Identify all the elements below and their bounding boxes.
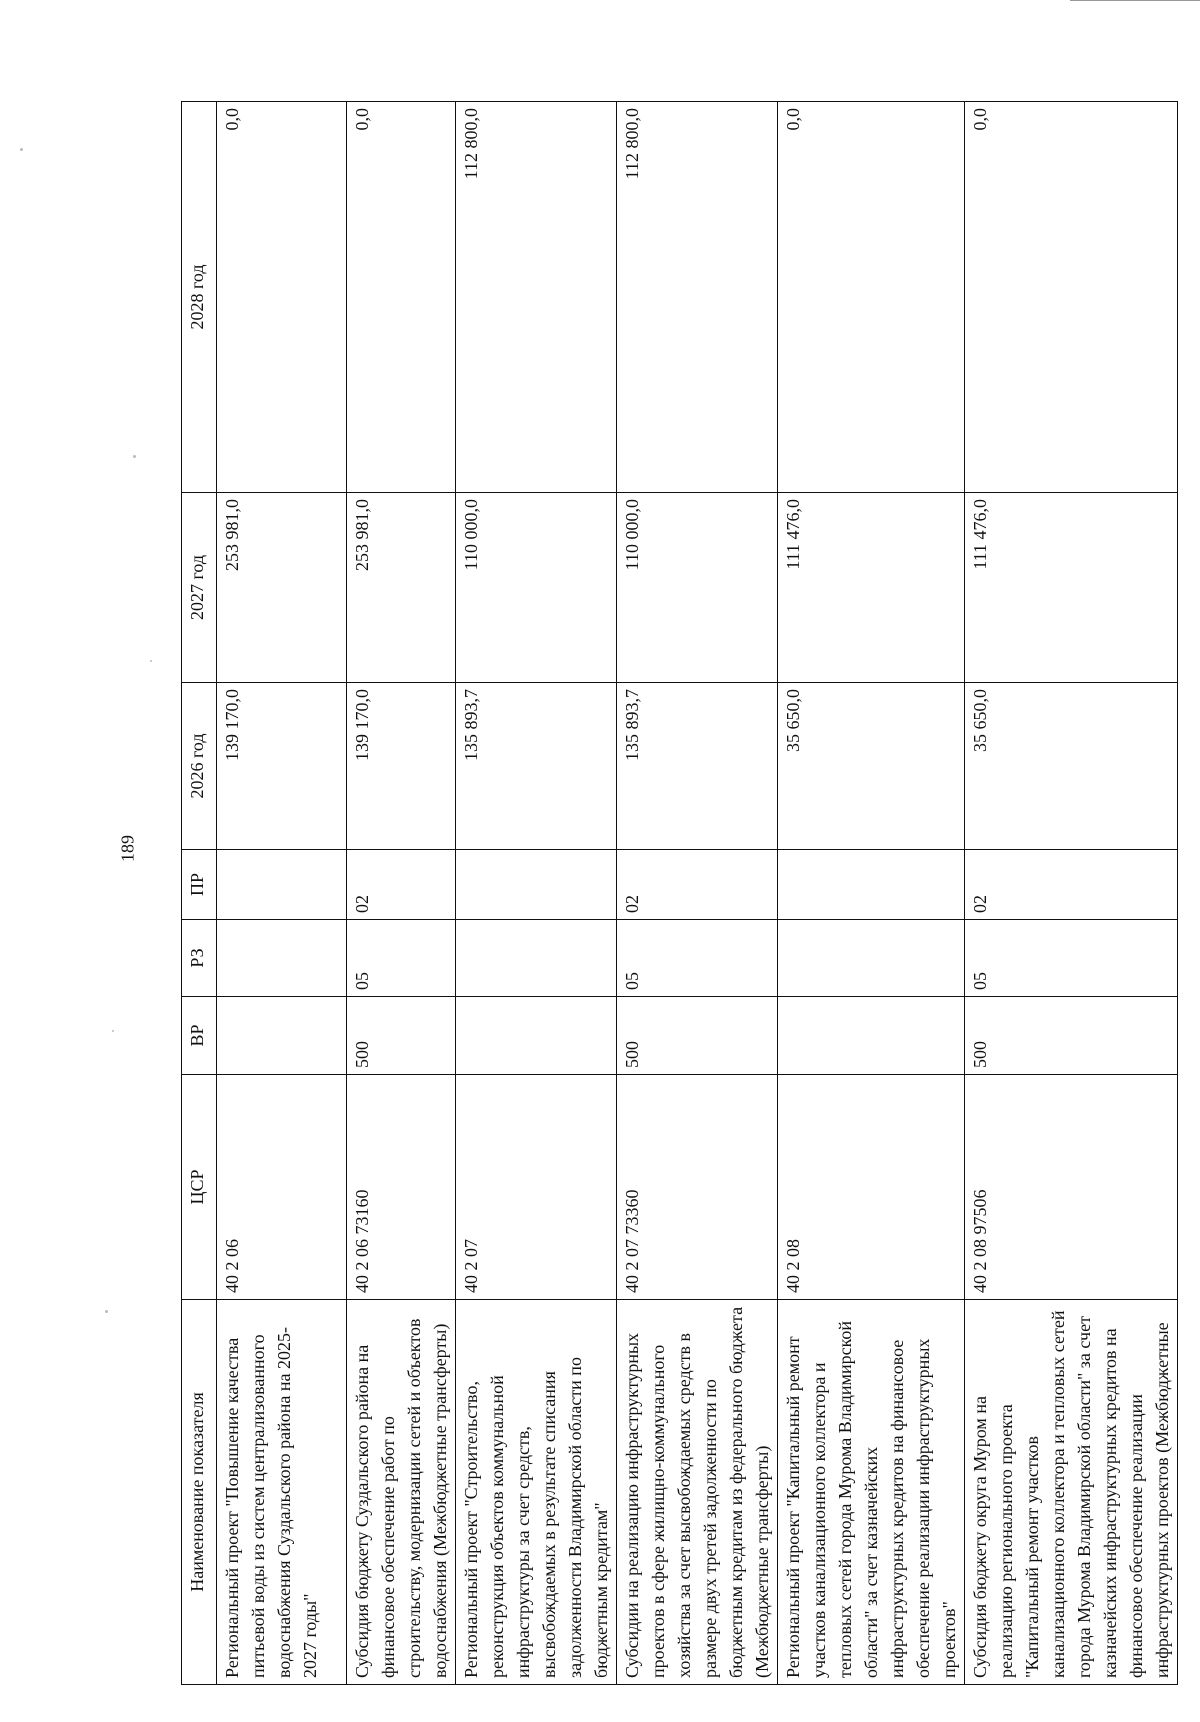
header-pr: ПР xyxy=(182,850,217,920)
cell-pr xyxy=(778,850,965,920)
cell-rz xyxy=(778,920,965,997)
cell-name: Субсидия бюджету округа Муром на реализацию регионального проекта "Капитальный ремонт участков канализационного коллектора и тепловых сетей города Мурома Владимирской области" за счет казначейских инфраструктурных кредитов на финансовое обеспечение реализации инфраструктурных проектов (Межбюджетные xyxy=(965,1300,1178,1685)
cell-2028: 0,0 xyxy=(347,102,456,493)
table-row xyxy=(617,102,778,1685)
cell-csr: 40 2 06 xyxy=(217,1075,347,1300)
cell-2026: 35 650,0 xyxy=(965,683,1178,850)
rotated-table-wrapper xyxy=(181,102,1172,1685)
cell-pr: 02 xyxy=(347,850,456,920)
cell-rz: 05 xyxy=(617,920,778,997)
cell-csr: 40 2 08 97506 xyxy=(965,1075,1178,1300)
cell-2028: 112 800,0 xyxy=(456,102,617,493)
table-row xyxy=(778,102,965,1685)
cell-2026: 135 893,7 xyxy=(456,683,617,850)
header-vr: ВР xyxy=(182,997,217,1075)
cell-name: Субсидии на реализацию инфраструктурных проектов в сфере жилищно-коммунального хозяйства за счет высвобождаемых средств в размере двух третей задолженности по бюджетным кредитам из федерального бюджета (Межбюджетные трансферты) xyxy=(617,1300,778,1685)
cell-csr: 40 2 07 xyxy=(456,1075,617,1300)
header-name: Наименование показателя xyxy=(182,1300,217,1685)
cell-vr: 500 xyxy=(347,997,456,1075)
cell-csr: 40 2 07 73360 xyxy=(617,1075,778,1300)
cell-2026: 35 650,0 xyxy=(778,683,965,850)
cell-2026: 139 170,0 xyxy=(347,683,456,850)
cell-pr: 02 xyxy=(617,850,778,920)
cell-name: Региональный проект "Строительство, реконструкция объектов коммунальной инфраструктуры за счет средств, высвобождаемых в результате списания задолженности Владимирской области по бюджетным кредитам" xyxy=(456,1300,617,1685)
table-row xyxy=(456,102,617,1685)
cell-2027: 110 000,0 xyxy=(617,493,778,683)
cell-name: Региональный проект "Капитальный ремонт участков канализационного коллектора и тепловых сетей города Мурома Владимирской области" за счет казначейских инфраструктурных кредитов на финансовое обеспечение реализации инфраструктурных проектов" xyxy=(778,1300,965,1685)
table-row xyxy=(965,102,1178,1685)
cell-rz xyxy=(456,920,617,997)
cell-csr: 40 2 08 xyxy=(778,1075,965,1300)
cell-2026: 135 893,7 xyxy=(617,683,778,850)
cell-2027: 110 000,0 xyxy=(456,493,617,683)
scan-speck xyxy=(112,1030,114,1032)
header-csr: ЦСР xyxy=(182,1075,217,1300)
cell-vr xyxy=(456,997,617,1075)
cell-vr: 500 xyxy=(617,997,778,1075)
cell-pr xyxy=(217,850,347,920)
header-2028: 2028 год xyxy=(182,102,217,493)
scan-speck xyxy=(105,1310,108,1313)
page-number: 189 xyxy=(117,835,138,862)
cell-vr: 500 xyxy=(965,997,1178,1075)
cell-2028: 0,0 xyxy=(217,102,347,493)
cell-2027: 253 981,0 xyxy=(347,493,456,683)
header-rz: РЗ xyxy=(182,920,217,997)
cell-2027: 111 476,0 xyxy=(778,493,965,683)
cell-rz: 05 xyxy=(347,920,456,997)
cell-name: Региональный проект "Повышение качества питьевой воды из систем централизованного водоснабжения Суздальского района на 2025-2027 годы" xyxy=(217,1300,347,1685)
header-2027: 2027 год xyxy=(182,493,217,683)
cell-csr: 40 2 06 73160 xyxy=(347,1075,456,1300)
cell-2026: 139 170,0 xyxy=(217,683,347,850)
cell-2028: 0,0 xyxy=(965,102,1178,493)
table-row xyxy=(347,102,456,1685)
cell-vr xyxy=(778,997,965,1075)
cell-2027: 111 476,0 xyxy=(965,493,1178,683)
budget-table xyxy=(181,101,1178,1685)
scan-speck xyxy=(150,660,152,662)
cell-rz xyxy=(217,920,347,997)
header-2026: 2026 год xyxy=(182,683,217,850)
cell-pr xyxy=(456,850,617,920)
cell-2028: 112 800,0 xyxy=(617,102,778,493)
cell-2027: 253 981,0 xyxy=(217,493,347,683)
table-header-row xyxy=(182,102,217,1685)
cell-2028: 0,0 xyxy=(778,102,965,493)
cell-pr: 02 xyxy=(965,850,1178,920)
cell-name: Субсидия бюджету Суздальского района на финансовое обеспечение работ по строительству, модернизации сетей и объектов водоснабжения (Межбюджетные трансферты) xyxy=(347,1300,456,1685)
scan-speck xyxy=(20,148,23,151)
scan-speck xyxy=(133,455,136,458)
cell-vr xyxy=(217,997,347,1075)
table-row xyxy=(217,102,347,1685)
cell-rz: 05 xyxy=(965,920,1178,997)
scan-edge-line xyxy=(1070,0,1200,1)
